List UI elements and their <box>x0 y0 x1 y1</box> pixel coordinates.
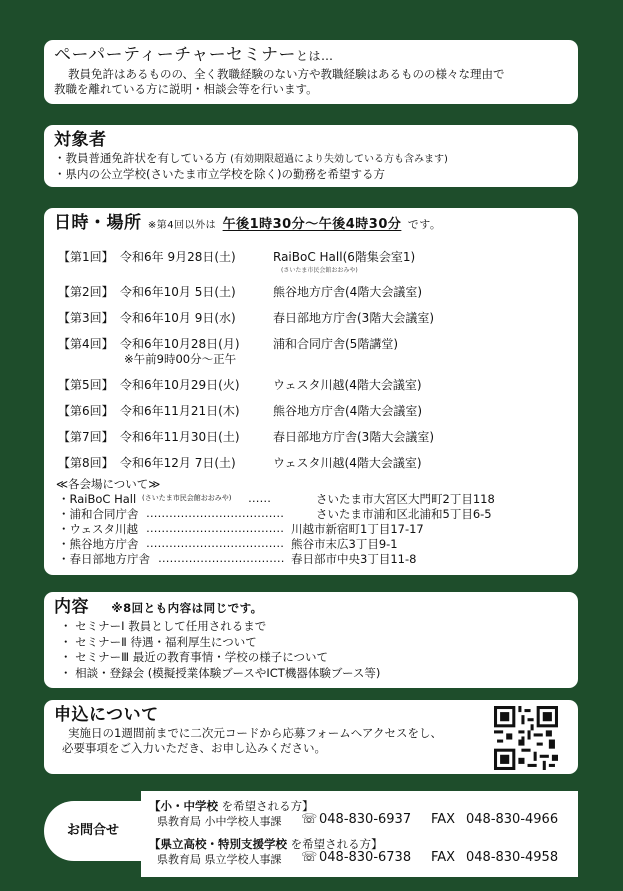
session-place: 浦和合同庁舎(5階講堂) <box>273 337 398 351</box>
session-place: ウェスタ川越(4階大会議室) <box>273 378 422 392</box>
target-panel <box>44 125 578 187</box>
session-num: 【第2回】 <box>58 285 114 299</box>
contact-label: お問合せ <box>44 801 142 861</box>
venue-dots: ……………………………… <box>146 521 284 535</box>
venue-dots: …… <box>248 491 271 505</box>
session-date: 令和6年11月30日(土) <box>120 430 240 444</box>
session-4-time-note: ※午前9時00分～正午 <box>124 352 237 366</box>
target-title: 対象者 <box>54 130 107 150</box>
venue-name: ・春日部地方庁舎 <box>58 552 150 566</box>
apply-line2: 必要事項をご入力いただき、お申し込みください。 <box>62 741 327 755</box>
session-date: 令和6年10月 5日(土) <box>120 285 236 299</box>
intro-title-main: ペーパーティーチャーセミナー <box>54 45 296 65</box>
intro-title-suffix: とは… <box>295 49 334 63</box>
session-date: 令和6年10月 9日(水) <box>120 311 236 325</box>
intro-body-line1: 教員免許はあるものの、全く教職経験のない方や教職経験はあるものの様々な理由で <box>68 67 505 81</box>
session-place: 熊谷地方庁舎(4階大会議室) <box>273 285 422 299</box>
session-place: ウェスタ川越(4階大会議室) <box>273 456 422 470</box>
contact-dept-1: 県教育局 小中学校人事課 <box>157 815 282 828</box>
target-line1 <box>54 151 568 167</box>
content-panel <box>44 592 578 688</box>
venue-name: ・ウェスタ川越 <box>58 522 139 536</box>
venue-address: 春日部市中央3丁目11-8 <box>291 552 417 566</box>
content-item: ・ セミナーⅢ 最近の教育事情・学校の様子について <box>60 650 329 664</box>
session-date: 令和6年 9月28日(土) <box>120 250 236 264</box>
session-num: 【第6回】 <box>58 404 114 418</box>
session-place: RaiBoC Hall(6階集会室1) <box>273 250 416 264</box>
session-place: 春日部地方庁舎(3階大会議室) <box>273 311 434 325</box>
contact-tel-2[interactable]: 048-830-6738 <box>319 850 412 865</box>
venue-name: ・RaiBoC Hall <box>58 492 137 506</box>
target-line1-text: ・教員普通免許状を有している方 <box>54 151 227 165</box>
content-item: ・ セミナーⅠ 教員として任用されるまで <box>60 619 267 633</box>
session-num: 【第5回】 <box>58 378 114 392</box>
apply-panel <box>44 700 578 774</box>
venue-sub: (さいたま市民会館おおみや) <box>142 494 232 502</box>
target-line1-note: (有効期限超過により失効している方も含みます) <box>230 154 448 165</box>
schedule-note-suffix: です。 <box>407 218 442 231</box>
contact-heading-rest: を希望される方】 <box>218 799 314 813</box>
contact-box <box>141 791 578 877</box>
venue-address: さいたま市浦和区北浦和5丁目6-5 <box>316 507 492 521</box>
session-date: 令和6年12月 7日(土) <box>120 456 236 470</box>
session-place: 熊谷地方庁舎(4階大会議室) <box>273 404 422 418</box>
schedule-panel <box>44 208 578 575</box>
contact-fax-1: 048-830-4966 <box>466 812 559 827</box>
session-num: 【第1回】 <box>58 250 114 264</box>
schedule-title-line <box>54 212 568 237</box>
contact-fax-label-2: FAX <box>431 850 456 865</box>
content-title-line <box>54 596 568 619</box>
content-title: 内容 <box>54 597 89 617</box>
intro-panel <box>44 40 578 104</box>
contact-tel-1[interactable]: 048-830-6937 <box>319 812 412 827</box>
content-note: ※8回とも内容は同じです。 <box>111 601 263 615</box>
contact-heading-bold: 【県立高校・特別支援学校 <box>149 837 287 851</box>
venue-dots: ……………………………… <box>146 506 284 520</box>
venue-address: さいたま市大宮区大門町2丁目118 <box>316 492 495 506</box>
venue-dots: …………………………… <box>158 551 285 565</box>
intro-title <box>54 44 568 67</box>
venues-heading: ≪各会場について≫ <box>56 477 161 491</box>
session-num: 【第8回】 <box>58 456 114 470</box>
schedule-note-prefix: ※第4回以外は <box>147 220 217 231</box>
contact-dept-2: 県教育局 県立学校人事課 <box>157 853 282 866</box>
contact-fax-label-1: FAX <box>431 812 456 827</box>
content-item: ・ 相談・登録会 (模擬授業体験ブースやICT機器体験ブース等) <box>60 665 381 680</box>
intro-body-line2: 教職を離れている方に説明・相談会等を行います。 <box>54 82 318 96</box>
contact-heading-1 <box>149 798 314 814</box>
session-place-sub: (さいたま市民会館おおみや) <box>281 267 358 274</box>
venue-address: 川越市新宿町1丁目17-17 <box>291 522 424 536</box>
target-line2: ・県内の公立学校(さいたま市立学校を除く)の勤務を希望する方 <box>54 167 385 181</box>
qr-code-icon[interactable] <box>494 706 558 770</box>
session-date: 令和6年11月21日(木) <box>120 404 240 418</box>
contact-heading-rest: を希望される方】 <box>287 837 383 851</box>
session-date: 令和6年10月28日(月) <box>120 337 240 351</box>
apply-line1: 実施日の1週間前までに二次元コードから応募フォームへアクセスをし、 <box>68 726 443 740</box>
apply-title: 申込について <box>54 705 159 725</box>
session-num: 【第4回】 <box>58 337 114 351</box>
contact-fax-2: 048-830-4958 <box>466 850 559 865</box>
venue-name: ・熊谷地方庁舎 <box>58 537 139 551</box>
session-num: 【第7回】 <box>58 430 114 444</box>
schedule-time-range: 午後1時30分～午後4時30分 <box>222 217 402 232</box>
session-num: 【第3回】 <box>58 311 114 325</box>
session-place: 春日部地方庁舎(3階大会議室) <box>273 430 434 444</box>
contact-heading-bold: 【小・中学校 <box>149 799 218 813</box>
schedule-title: 日時・場所 <box>54 213 142 233</box>
content-item: ・ セミナーⅡ 待遇・福利厚生について <box>60 634 257 649</box>
phone-icon: ☏ <box>301 812 318 827</box>
venue-dots: ……………………………… <box>146 536 284 550</box>
venue-address: 熊谷市末広3丁目9-1 <box>291 537 398 551</box>
phone-icon: ☏ <box>301 850 318 865</box>
session-date: 令和6年10月29日(火) <box>120 378 240 392</box>
venue-name: ・浦和合同庁舎 <box>58 507 139 521</box>
